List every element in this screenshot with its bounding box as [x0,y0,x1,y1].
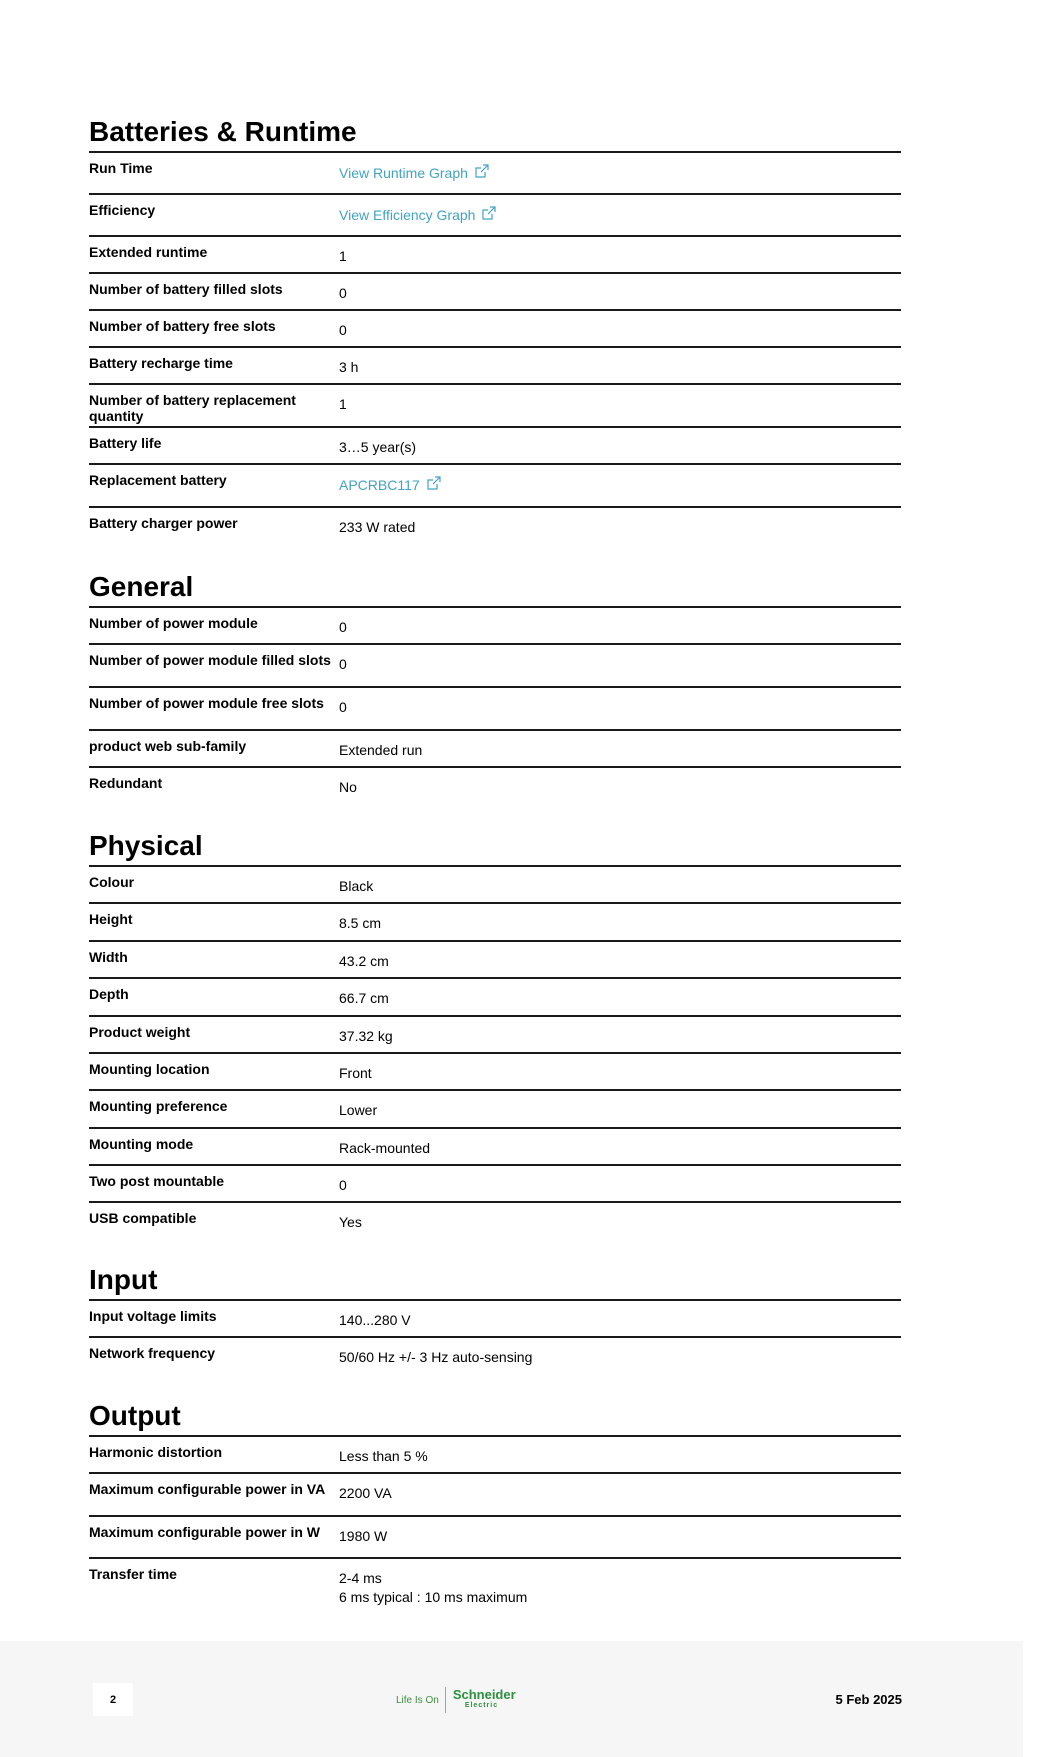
spec-row [89,1127,901,1164]
spec-row-run-time [89,151,901,193]
spec-value: Black [339,878,374,894]
spec-label: Maximum configurable power in W [89,1524,321,1540]
spec-label: Product weight [89,1024,191,1040]
spec-value: 1 [339,248,347,264]
spec-row [89,1089,901,1127]
spec-value: Rack-mounted [339,1140,431,1156]
spec-label: Run Time [89,160,153,176]
spec-label: Maximum configurable power in VA [89,1481,326,1497]
spec-value: Less than 5 % [339,1448,428,1464]
spec-value: 2200 VA [339,1485,392,1501]
external-link-icon [474,164,489,179]
spec-label: Number of battery free slots [89,318,276,334]
efficiency-graph-link[interactable]: View Efficiency Graph [339,195,901,235]
external-link-icon [426,476,441,491]
spec-row [89,235,901,272]
spec-row [89,729,901,766]
spec-value: Front [339,1065,372,1081]
spec-label: Number of power module [89,615,258,631]
spec-label: Number of power module filled slots [89,652,331,668]
section-title: Physical [89,830,203,861]
section-general [89,570,901,803]
spec-row [89,426,901,463]
spec-label: Mounting preference [89,1098,228,1114]
spec-label: Input voltage limits [89,1308,217,1324]
spec-value: 43.2 cm [339,953,389,969]
runtime-graph-link[interactable]: View Runtime Graph [339,153,901,193]
spec-value [339,1559,901,1607]
spec-value: 0 [339,619,347,635]
spec-row [89,1201,901,1238]
section-output [89,1399,901,1607]
spec-row [89,272,901,309]
section-title: General [89,571,194,602]
spec-row [89,940,901,977]
spec-value: Yes [339,1214,362,1230]
spec-label: Harmonic distortion [89,1444,223,1460]
section-title: Output [89,1400,181,1431]
spec-value: 3 h [339,359,359,375]
spec-label: Depth [89,986,129,1002]
spec-label: Network frequency [89,1345,216,1361]
spec-label: Width [89,949,128,965]
spec-row [89,865,901,902]
spec-label: Battery charger power [89,515,238,531]
spec-value: Extended run [339,742,423,758]
logo-divider [445,1687,446,1713]
logo-brand-sub: Electric [464,1702,499,1709]
spec-row-replacement-battery [89,463,901,506]
spec-value: 0 [339,699,347,715]
spec-label: product web sub-family [89,738,247,754]
spec-value: 1980 W [339,1528,388,1544]
spec-label: Battery life [89,435,162,451]
spec-row [89,686,901,729]
spec-value: Lower [339,1102,378,1118]
spec-value: 0 [339,656,347,672]
spec-row [89,1515,901,1557]
spec-value: 8.5 cm [339,915,382,931]
logo-brand-name: Schneider [452,1687,516,1702]
spec-row [89,606,901,643]
logo-tagline: Life Is On [396,1694,439,1706]
spec-row [89,1336,901,1373]
spec-row-efficiency [89,193,901,235]
spec-row [89,1164,901,1201]
spec-label: Transfer time [89,1566,177,1582]
spec-value: 0 [339,285,347,301]
spec-value: 0 [339,1177,347,1193]
spec-label: Mounting location [89,1061,210,1077]
section-physical [89,829,901,1238]
spec-label: Height [89,911,133,927]
spec-row [89,766,901,803]
spec-value-line: 2-4 ms [339,1570,382,1586]
spec-row [89,1052,901,1089]
spec-value: 37.32 kg [339,1028,393,1044]
spec-value: 3…5 year(s) [339,439,417,455]
page-footer [0,1641,1023,1757]
spec-row [89,977,901,1015]
spec-row [89,643,901,686]
spec-row [89,902,901,940]
spec-row [89,506,901,543]
replacement-battery-link[interactable]: APCRBC117 [339,465,901,506]
spec-value: 50/60 Hz +/- 3 Hz auto-sensing [339,1349,533,1365]
spec-row [89,309,901,346]
spec-label: Number of battery replacement quantity [89,392,296,424]
section-title: Batteries & Runtime [89,116,357,147]
document-date: 5 Feb 2025 [835,1692,902,1707]
spec-row [89,1299,901,1336]
spec-value-line: 6 ms typical : 10 ms maximum [339,1589,528,1605]
spec-label: Redundant [89,775,163,791]
section-input [89,1263,901,1373]
spec-value: 140...280 V [339,1312,411,1328]
spec-value: 0 [339,322,347,338]
spec-label: Number of battery filled slots [89,281,283,297]
section-title: Input [89,1264,158,1295]
spec-label: Mounting mode [89,1136,194,1152]
spec-row [89,346,901,383]
logo-brand [453,1689,516,1711]
schneider-logo [396,1687,516,1713]
spec-label: Battery recharge time [89,355,233,371]
spec-label: Number of power module free slots [89,695,324,711]
spec-label: USB compatible [89,1210,197,1226]
spec-value: 1 [339,396,347,412]
page-number: 2 [93,1683,133,1716]
spec-row [89,1472,901,1515]
spec-row [89,1015,901,1052]
spec-row [89,383,901,426]
spec-label: Replacement battery [89,472,227,488]
spec-label: Extended runtime [89,244,208,260]
spec-row [89,1557,901,1607]
spec-label: Efficiency [89,202,156,218]
section-batteries [89,115,901,543]
spec-row [89,1435,901,1472]
spec-label: Two post mountable [89,1173,225,1189]
spec-value: 66.7 cm [339,990,389,1006]
spec-label: Colour [89,874,135,890]
spec-value: No [339,779,357,795]
external-link-icon [481,206,496,221]
spec-value: 233 W rated [339,519,416,535]
